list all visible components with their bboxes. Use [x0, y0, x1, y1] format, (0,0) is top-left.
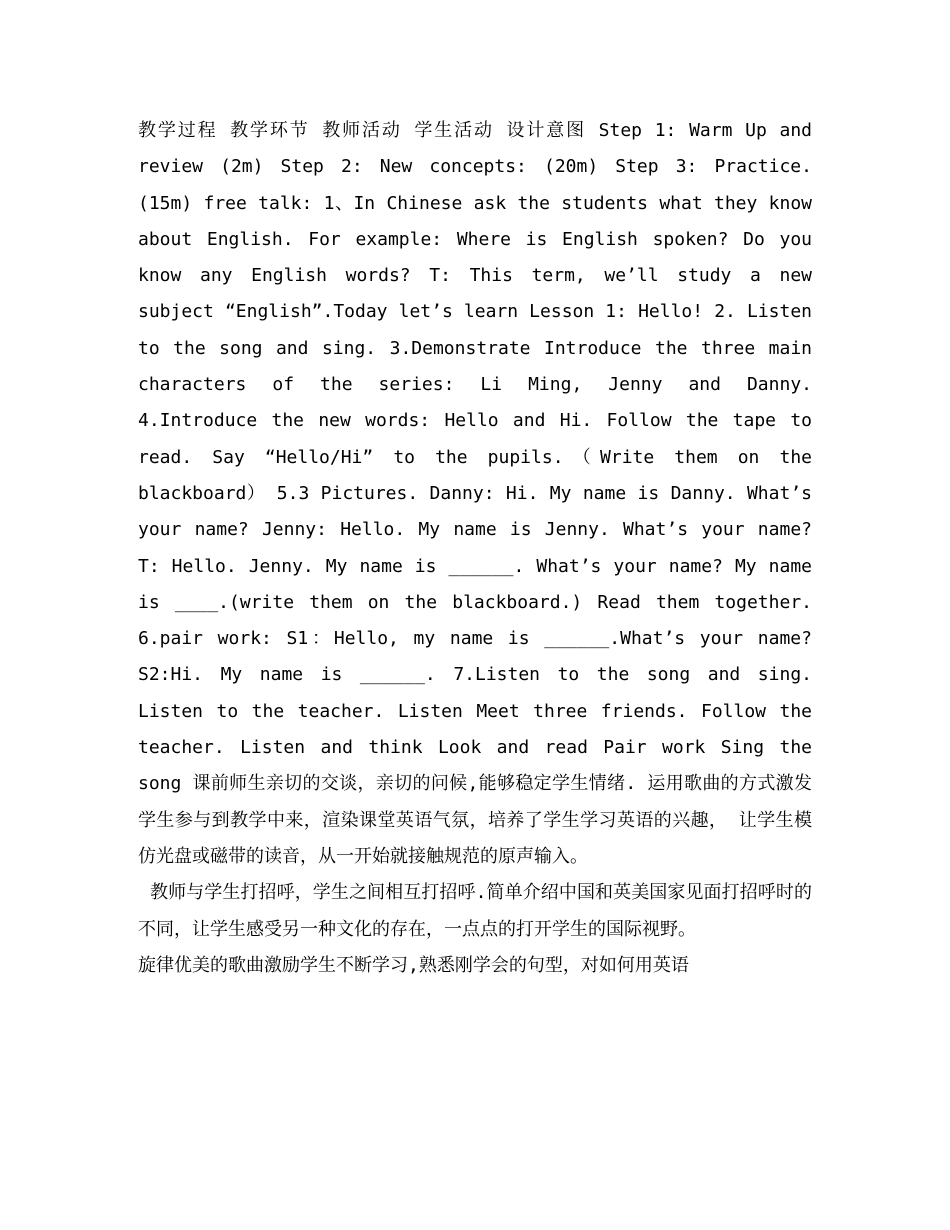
- paragraph-song-motivation: 旋律优美的歌曲激励学生不断学习,熟悉刚学会的句型，对如何用英语: [138, 954, 689, 976]
- document-body: [138, 113, 812, 984]
- paragraph-lesson-plan: 教学过程 教学环节 教师活动 学生活动 设计意图 Step 1: Warm Up and review (2m) Step 2: New concepts: (20m) Step 3: Practice. (15m) free talk: 1、In Chinese ask the students what they know about English. For example: Where is English spoken? Do you know any English words? T: This term, we’ll study a new subject “English”.Today let’s learn Lesson 1: Hello! 2. Listen to the song and sing. 3.Demonstrate Introduce the three main characters of the series: Li Ming, Jenny and Danny. 4.Introduce the new words: Hello and Hi. Follow the tape to read. Say “Hello/Hi” to the pupils.（Write them on the blackboard） 5.3 Pictures. Danny: Hi. My name is Danny. What’s your name? Jenny: Hello. My name is Jenny. What’s your name? T: Hello. Jenny. My name is ______. What’s your name? My name is ____.(write them on the blackboard.) Read them together. 6.pair work: S1：Hello, my name is ______.What’s your name? S2:Hi. My name is ______. 7.Listen to the song and sing. Listen to the teacher. Listen Meet three friends. Follow the teacher. Listen and think Look and read Pair work Sing the song 课前师生亲切的交谈，亲切的问候,能够稳定学生情绪. 运用歌曲的方式激发学生参与到教学中来，渲染课堂英语气氛，培养了学生学习英语的兴趣， 让学生模仿光盘或磁带的读音，从一开始就接触规范的原声输入。: [138, 120, 812, 867]
- paragraph-greeting-culture: 教师与学生打招呼，学生之间相互打招呼.简单介绍中国和英美国家见面打招呼时的不同，让学生感受另一种文化的存在，一点点的打开学生的国际视野。: [138, 882, 812, 940]
